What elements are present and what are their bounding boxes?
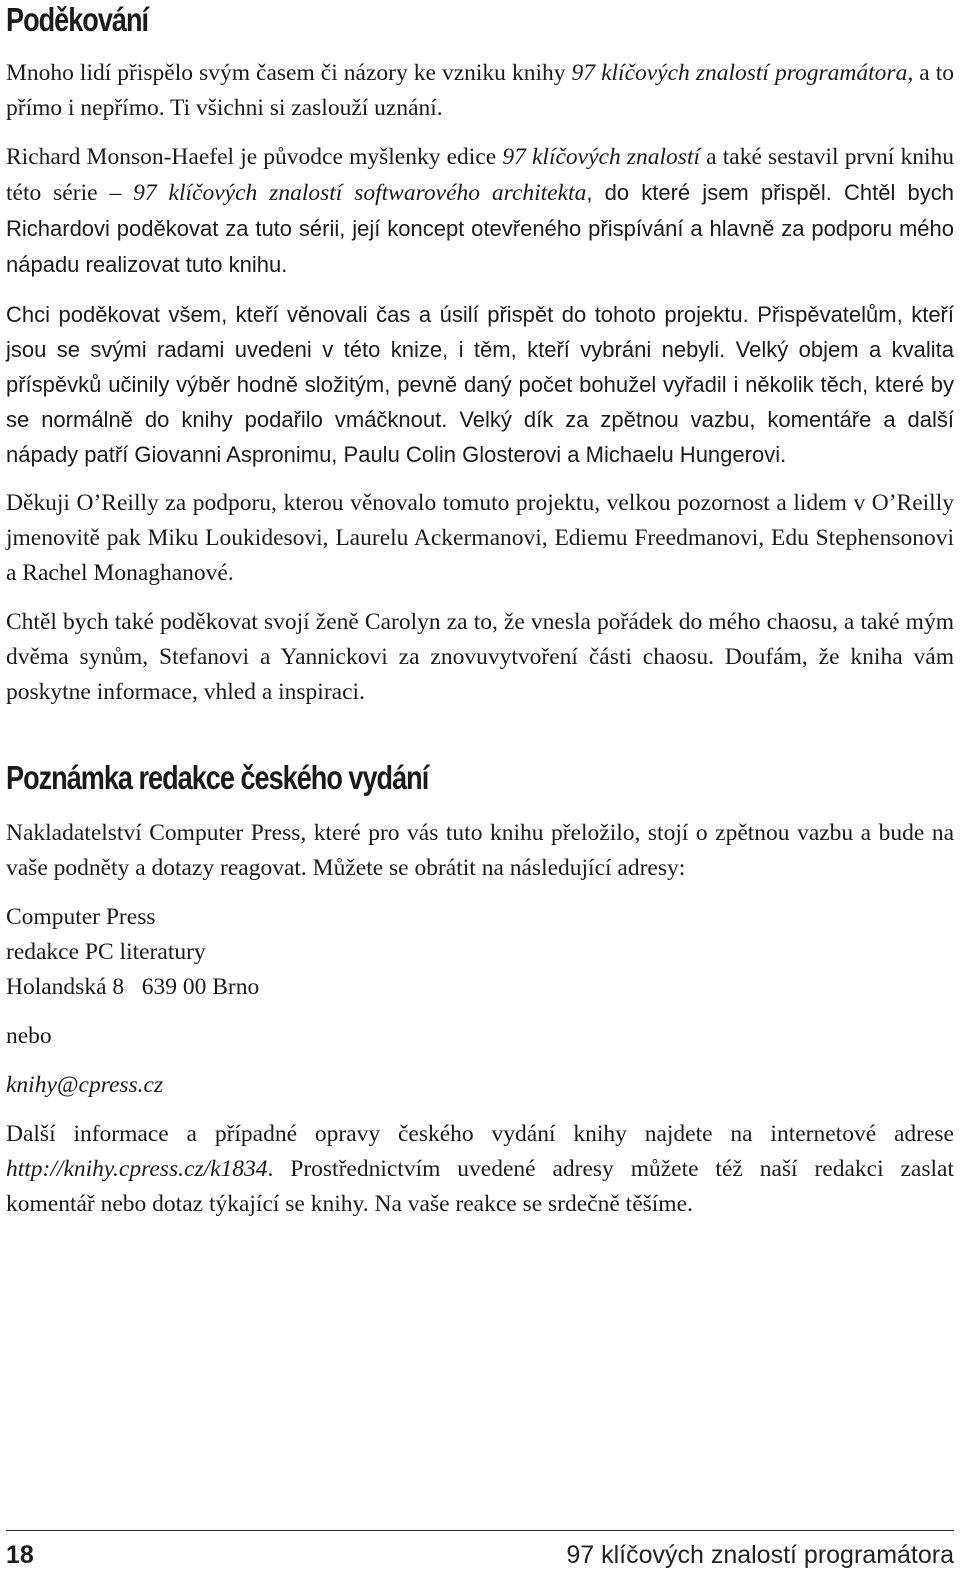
address-line-3: Holandská 8 639 00 Brno: [6, 974, 260, 1000]
paragraph-7-text-b: . Prostřednictvím uvedené adresy můžete též naší redakci zaslat komentář nebo dotaz týkající se knihy. Na vaše reakce se srdečně těšíme.: [6, 1156, 954, 1217]
paragraph-7: [6, 1117, 954, 1222]
paragraph-5: Chtěl bych také poděkovat svojí ženě Carolyn za to, že vnesla pořádek do mého chaosu, a také mým dvěma synům, Stefanovi a Yannickovi za znovuvytvoření části chaosu. Doufám, že kniha vám poskytne informace, vhled a inspiraci.: [6, 609, 954, 705]
paragraph-6: Nakladatelství Computer Press, které pro vás tuto knihu přeložilo, stojí o zpětnou vazbu a bude na vaše podněty a dotazy reagovat. Můžete se obrátit na následující adresy:: [6, 820, 954, 881]
section-title-editorial-note: Poznámka redakce českého vydání: [6, 759, 429, 796]
book-page: [6, 0, 954, 1222]
paragraph-2-series-title: 97 klíčových znalostí: [502, 144, 700, 170]
paragraph-1-text-c: , a to přímo i nepřímo. Ti všichni si zaslouží uznání.: [6, 60, 954, 121]
page-footer: [6, 1524, 954, 1584]
section-title-acknowledgements: Poděkování: [6, 1, 149, 38]
paragraph-2: [6, 140, 954, 283]
web-address: http://knihy.cpress.cz/k1834: [6, 1156, 268, 1182]
postal-address: [6, 900, 954, 1005]
paragraph-1-text-a: Mnoho lidí přispělo svým časem či názory ke vzniku knihy: [6, 60, 572, 86]
paragraph-1: [6, 56, 954, 126]
footer-divider: [6, 1530, 954, 1531]
paragraph-3: Chci poděkovat všem, kteří věnovali čas a úsilí přispět do tohoto projektu. Přispěvatelům, kteří jsou se svými radami uvedeni v této knize, i těm, kteří vybráni nebyli. Velký objem a kvalita příspěvků učinily výběr hodně složitým, pevně daný počet bohužel vyřadil i několik těch, které by se normálně do knihy podařilo vmáčknout. Velký dík za zpětnou vazbu, komentáře a další nápady patří Giovanni Aspronimu, Paulu Colin Glosterovi a Michaelu Hungerovi.: [6, 302, 954, 467]
running-title: 97 klíčových znalostí programátora: [566, 1541, 954, 1569]
paragraph-7-text-a: Další informace a případné opravy českého vydání knihy najdete na internetové adrese: [6, 1121, 954, 1147]
page-number: 18: [6, 1541, 34, 1569]
address-line-2: redakce PC literatury: [6, 939, 206, 965]
paragraph-2-text-a: Richard Monson-Haefel je původce myšlenky edice: [6, 144, 503, 170]
paragraph-4: Děkuji O’Reilly za podporu, kterou věnovalo tomuto projektu, velkou pozornost a lidem v O’Reilly jmenovitě pak Miku Loukidesovi, Laurelu Ackermanovi, Ediemu Freedmanovi, Edu Stephensonovi a Rachel Monaghanové.: [6, 490, 954, 586]
paragraph-1-book-title: 97 klíčových znalostí programátora: [571, 60, 908, 86]
email-address: knihy@cpress.cz: [6, 1072, 164, 1098]
paragraph-2-book-title: 97 klíčových znalostí softwarového architekta: [133, 180, 587, 206]
or-text: nebo: [6, 1023, 52, 1049]
paragraph-2-text-e: , do které jsem přispěl. Chtěl bych Richardovi poděkovat za tuto sérii, její koncept otevřeného přispívání a hlavně za podporu mého nápadu realizovat tuto knihu.: [6, 180, 954, 277]
address-line-1: Computer Press: [6, 904, 156, 930]
paragraph-2-text-c: a také sestavil první knihu této série –: [6, 144, 954, 206]
